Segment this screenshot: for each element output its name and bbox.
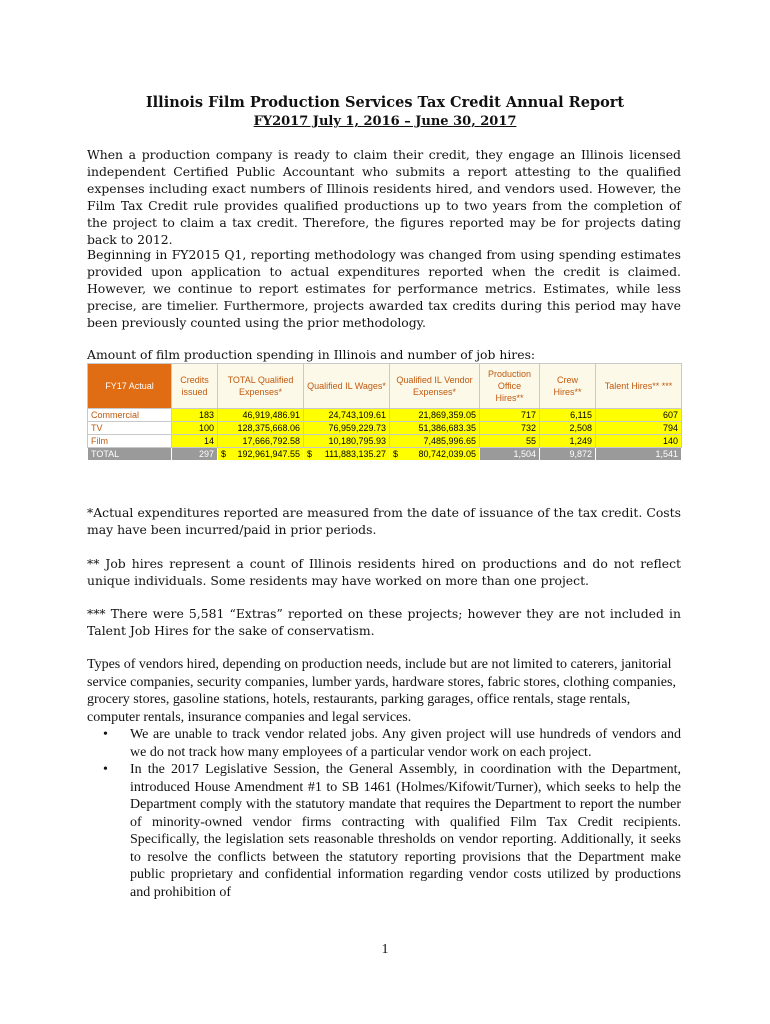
list-item [87, 726, 681, 761]
total-expenses: 192,961,947.55 [237, 449, 300, 459]
header-talent-hires: Talent Hires** *** [596, 364, 682, 409]
cell-talent: 607 [596, 409, 682, 422]
table-row [88, 422, 682, 435]
cell-vendor: 21,869,359.05 [390, 409, 480, 422]
intro-paragraph: When a production company is ready to claim their credit, they engage an Illinois licensed independent Certified Public Accountant who submits a report attesting to the qualified expenses including exact numbers of Illinois residents hired, and vendors used. However, the Film Tax Credit rule provides qualified productions up to two years from the completion of the project to claim a tax credit. Therefore, the figures reported may be for projects dating back to 2012. [87, 147, 681, 247]
cell-wages: 76,959,229.73 [304, 422, 390, 435]
footnote-expenditures: *Actual expenditures reported are measured from the date of issuance of the tax credit. Costs may have been incurred/paid in prior periods. [87, 505, 681, 537]
cell-office: 55 [480, 435, 540, 448]
table-row [88, 435, 682, 448]
cell-office: 717 [480, 409, 540, 422]
total-talent: 1,541 [596, 448, 682, 461]
header-crew-hires: Crew Hires** [540, 364, 596, 409]
currency-symbol: $ [307, 449, 313, 459]
spending-table [87, 363, 682, 461]
report-subtitle: FY2017 July 1, 2016 – June 30, 2017 [253, 114, 517, 129]
header-total-expenses: TOTAL Qualified Expenses* [218, 364, 304, 409]
currency-symbol: $ [393, 449, 399, 459]
total-wages: 111,883,135.27 [324, 449, 386, 459]
currency-symbol: $ [221, 449, 227, 459]
row-label: Commercial [88, 409, 172, 422]
total-credits: 297 [172, 448, 218, 461]
bullet-icon: • [103, 762, 108, 777]
cell-credits: 14 [172, 435, 218, 448]
total-vendor-cell [390, 448, 480, 461]
list-item-text: In the 2017 Legislative Session, the General Assembly, in coordination with the Department, introduced House Amendment #1 to SB 1461 (Holmes/Kifowit/Turner), which seeks to help the Department comply with the statutory mandate that requires the Department to report the number of minority-owned vendor firms contracting with qualified Film Tax Credit recipients. Specifically, the legislation sets reasonable thresholds on vendor reporting. Additionally, it seeks to resolve the conflicts between the statutory reporting provisions that the Department make public proprietary and confidential information regarding vendor costs utilized by productions and prohibition of [130, 762, 681, 900]
cell-wages: 24,743,109.61 [304, 409, 390, 422]
list-item [87, 761, 681, 901]
header-office-hires: Production Office Hires** [480, 364, 540, 409]
row-label: Film [88, 435, 172, 448]
vendors-paragraph: Types of vendors hired, depending on production needs, include but are not limited to caterers, janitorial service companies, security companies, lumber yards, hardware stores, fabric stores, clothing companies, grocery stores, gasoline stations, hotels, restaurants, parking garages, office rentals, stage rentals, computer rentals, insurance companies and legal services. [87, 657, 676, 725]
total-wages-cell [304, 448, 390, 461]
cell-credits: 100 [172, 422, 218, 435]
bullet-icon: • [103, 727, 108, 742]
cell-vendor: 7,485,996.65 [390, 435, 480, 448]
row-label: TV [88, 422, 172, 435]
cell-talent: 140 [596, 435, 682, 448]
cell-office: 732 [480, 422, 540, 435]
table-header-row [88, 364, 682, 409]
cell-crew: 1,249 [540, 435, 596, 448]
cell-credits: 183 [172, 409, 218, 422]
cell-wages: 10,180,795.93 [304, 435, 390, 448]
bullet-list [87, 726, 681, 901]
footnote-job-hires: ** Job hires represent a count of Illinois residents hired on productions and do not reflect unique individuals. Some residents may have worked on more than one project. [87, 556, 681, 588]
table-caption: Amount of film production spending in Illinois and number of job hires: [87, 347, 536, 362]
header-vendor-expenses: Qualified IL Vendor Expenses* [390, 364, 480, 409]
footnote-extras: *** There were 5,581 “Extras” reported on these projects; however they are not included in Talent Job Hires for the sake of conservatism. [87, 606, 681, 638]
cell-talent: 794 [596, 422, 682, 435]
cell-crew: 6,115 [540, 409, 596, 422]
report-title: Illinois Film Production Services Tax Credit Annual Report [145, 94, 625, 111]
table-total-row [88, 448, 682, 461]
list-item-text: We are unable to track vendor related jobs. Any given project will use hundreds of vendors and we do not track how many employees of a particular vendor work on each project. [130, 727, 681, 760]
cell-vendor: 51,386,683.35 [390, 422, 480, 435]
total-vendor: 80,742,039.05 [418, 449, 476, 459]
cell-total-expenses: 128,375,668.06 [218, 422, 304, 435]
total-expenses-cell [218, 448, 304, 461]
cell-total-expenses: 46,919,486.91 [218, 409, 304, 422]
total-label: TOTAL [88, 448, 172, 461]
header-fy17: FY17 Actual [88, 364, 172, 409]
total-office: 1,504 [480, 448, 540, 461]
page-number: 1 [381, 942, 389, 957]
cell-total-expenses: 17,666,792.58 [218, 435, 304, 448]
header-wages: Qualified IL Wages* [304, 364, 390, 409]
table-row [88, 409, 682, 422]
header-credits: Credits issued [172, 364, 218, 409]
methodology-paragraph: Beginning in FY2015 Q1, reporting methodology was changed from using spending estimates provided upon application to actual expenditures reported when the credit is claimed. However, we continue to report estimates for performance metrics. Estimates, while less precise, are timelier. Furthermore, projects awarded tax credits during this period may have been previously counted using the prior methodology. [87, 247, 681, 330]
total-crew: 9,872 [540, 448, 596, 461]
cell-crew: 2,508 [540, 422, 596, 435]
